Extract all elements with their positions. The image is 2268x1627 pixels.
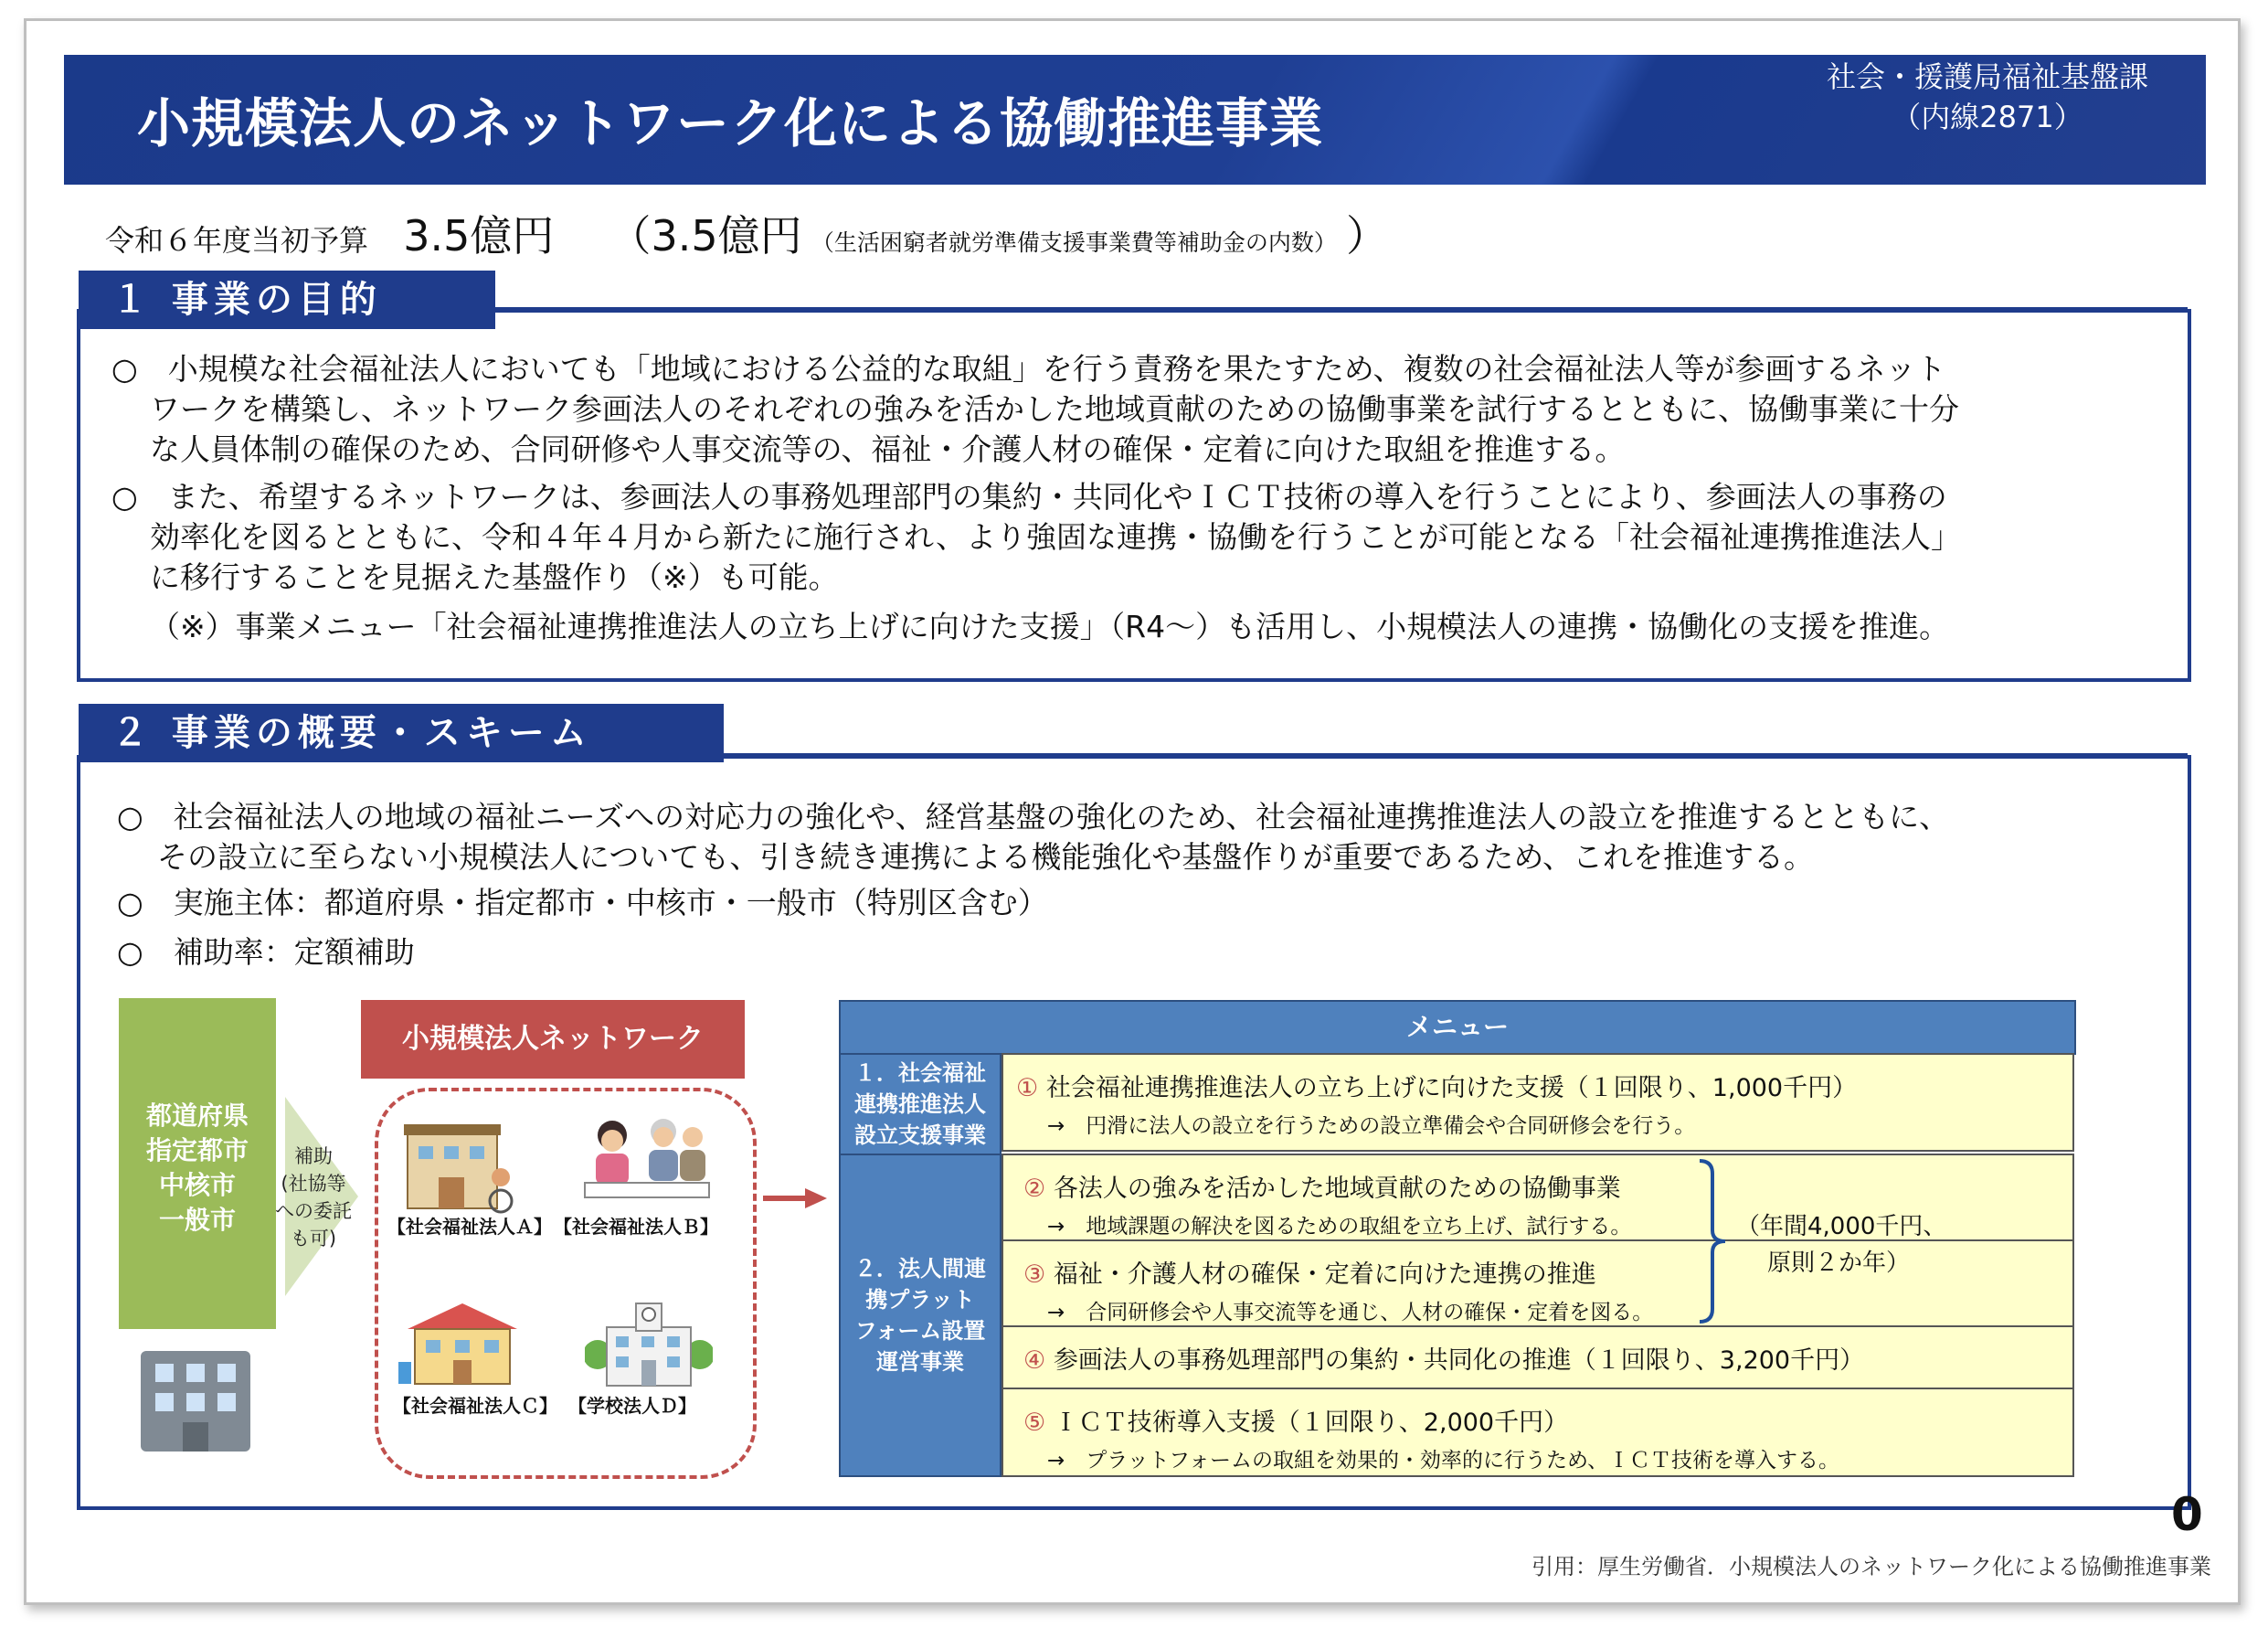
gov-label: 指定都市 [145,1135,249,1165]
school-d-icon [585,1291,713,1395]
government-building-icon [135,1347,256,1453]
item-description: → 地域課題の解決を図るための取組を立ち上げ、試行する。 [1047,1215,1632,1239]
section1-title: １ 事業の目的 [79,271,495,329]
budget-close: ） [1346,211,1389,261]
department-extension: （内線2871） [1892,100,2083,134]
item-number: ③ [1023,1260,1046,1289]
text-line: ○ 社会福祉法人の地域の福祉ニーズへの対応力の強化や、経営基盤の強化のため、社会福祉連携推進法人の設立を推進するとともに、 [117,799,1950,835]
section2-subsidy-rate: ○ 補助率：定額補助 [117,934,415,970]
item-number: ② [1023,1175,1046,1203]
category-line: ２．法人間連 [854,1256,986,1281]
budget-amount: 3.5億円 [403,211,555,261]
gov-label: 都道府県 [145,1101,249,1131]
menu-category-1 [839,1053,1002,1155]
corp-b-label: 【社会福祉法人Ｂ】 [554,1216,718,1238]
text-line: な人員体制の確保のため、合同研修や人事交流等の、福祉・介護人材の確保・定着に向けた取組を推進する。 [150,431,1626,467]
category-line: 運営事業 [876,1349,964,1375]
item-description: → プラットフォームの取組を効果的・効率的に行うため、ＩＣＴ技術を導入する。 [1047,1449,1840,1473]
text-line: ○ また、希望するネットワークは、参画法人の事務処理部門の集約・共同化やＩＣＴ技術の導入を行うことにより、参画法人の事務の [111,479,1947,515]
page-title: 小規模法人のネットワーク化による協働推進事業 [137,92,1324,154]
menu-item-4 [1002,1325,2074,1389]
budget-previous: （3.5億円 [609,211,802,261]
bracket-note [1736,1208,1946,1281]
item-title: ＩＣＴ技術導入支援（１回限り、2,000千円） [1053,1409,1569,1437]
item-title: 参画法人の事務処理部門の集約・共同化の推進（１回限り、3,200千円） [1053,1346,1865,1375]
corp-c-label: 【社会福祉法人Ｃ】 [393,1395,557,1417]
subsidy-line: も可) [290,1228,337,1249]
menu-item-1 [1002,1053,2074,1152]
corp-d-label: 【学校法人Ｄ】 [568,1395,696,1417]
text-line: に移行することを見据えた基盤作り（※）も可能。 [150,559,839,595]
budget-line [105,203,1388,263]
category-line: １．社会福祉 [854,1060,986,1086]
gov-label: 一般市 [158,1205,236,1235]
section2-rule [690,753,2188,758]
item-title: 福祉・介護人材の確保・定着に向けた連携の推進 [1053,1260,1596,1289]
section2-paragraph1 [117,797,1949,877]
text-line: ○ 小規模な社会福祉法人においても「地域における公益的な取組」を行う責務を果たすため、複数の社会福祉法人等が参画するネット [111,351,1946,387]
welfare-facility-a-icon [402,1113,521,1218]
department-label [1791,57,2184,137]
corp-a-label: 【社会福祉法人Ａ】 [387,1216,552,1238]
citation: 引用：厚生労働省．小規模法人のネットワーク化による協働推進事業 [1531,1554,2211,1579]
section2-title: ２ 事業の概要・スキーム [79,704,724,762]
government-box [119,998,276,1329]
category-line: 設立支援事業 [854,1122,986,1148]
category-line: 連携推進法人 [854,1091,986,1117]
item-number: ④ [1023,1346,1046,1375]
item-title: 社会福祉連携推進法人の立ち上げに向けた支援（１回限り、1,000千円） [1045,1074,1858,1102]
section2-implementer: ○ 実施主体：都道府県・指定都市・中核市・一般市（特別区含む） [117,885,1048,920]
item-description: → 合同研修会や人事交流等を通じ、人材の確保・定着を図る。 [1047,1301,1654,1324]
subsidy-line: への委託 [275,1200,352,1222]
subsidy-line: 補助 [294,1145,333,1167]
arrow-right-icon [763,1188,827,1208]
budget-note: （生活困窮者就労準備支援事業費等補助金の内数） [811,229,1337,256]
section1-rule [439,307,2188,312]
subsidy-line: (社協等 [281,1173,346,1195]
section1-note: （※）事業メニュー「社会福祉連携推進法人の立ち上げに向けた支援」（R4～）も活用し、小規模法人の連携・協働化の支援を推進。 [150,609,1950,644]
network-title: 小規模法人ネットワーク [361,1000,745,1079]
nursery-c-icon [398,1298,526,1393]
elderly-care-b-icon [576,1108,713,1212]
budget-label: 令和６年度当初予算 [105,223,369,258]
item-number: ① [1016,1074,1039,1102]
bracket-note-line: （年間4,000千円、 [1736,1213,1947,1240]
department-name: 社会・援護局福祉基盤課 [1826,59,2148,94]
section1-paragraph2 [111,477,1961,598]
bracket-note-line: 原則２か年） [1767,1249,1911,1277]
item-title: 各法人の強みを活かした地域貢献のための協働事業 [1053,1175,1621,1203]
gov-label: 中核市 [158,1170,236,1200]
bracket-icon [1696,1157,1729,1329]
category-line: 携プラット [865,1287,975,1313]
menu-item-5 [1002,1388,2074,1477]
page-number: 0 [2171,1488,2203,1541]
subsidy-label [272,1143,355,1252]
section1-paragraph1 [111,349,1959,470]
menu-category-2 [839,1154,1002,1477]
text-line: ワークを構築し、ネットワーク参画法人のそれぞれの強みを活かした地域貢献のための協働事業を試行するとともに、協働事業に十分 [150,391,1959,427]
item-description: → 円滑に法人の設立を行うための設立準備会や合同研修会を行う。 [1047,1114,1696,1138]
category-line: フォーム設置 [854,1318,986,1344]
text-line: その設立に至らない小規模法人についても、引き続き連携による機能強化や基盤作りが重要であるため、これを推進する。 [157,839,1815,875]
item-number: ⑤ [1023,1409,1046,1437]
menu-header: メニュー [839,1000,2076,1055]
text-line: 効率化を図るとともに、令和４年４月から新たに施行され、より強固な連携・協働を行うことが可能となる「社会福祉連携推進法人」 [150,519,1961,555]
